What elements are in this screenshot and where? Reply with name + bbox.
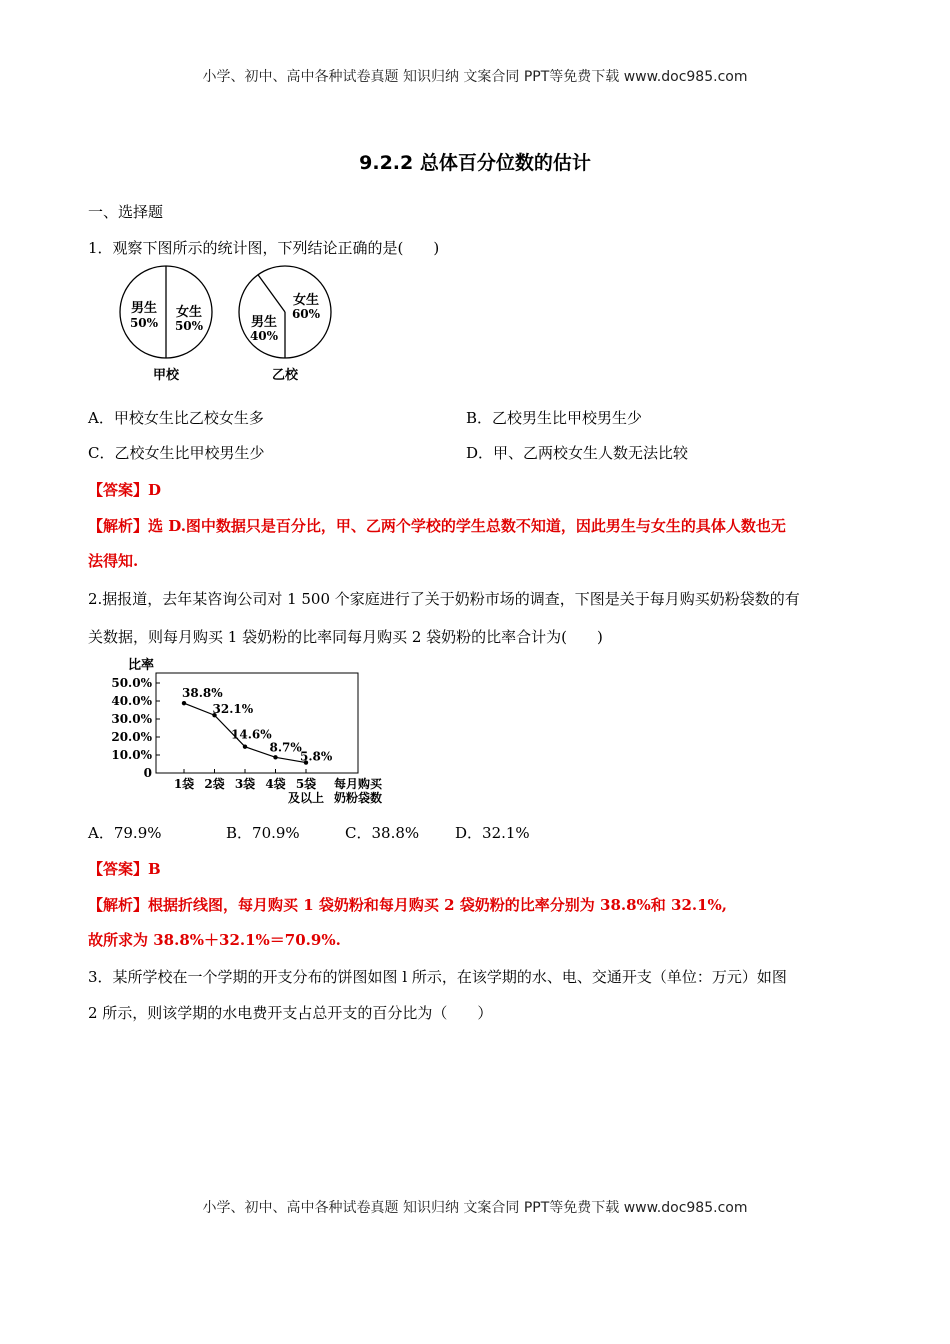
q1-answer-value: D bbox=[148, 481, 162, 499]
y-tick-label: 40.0% bbox=[111, 694, 152, 708]
pie-a-right-label: 女生 bbox=[175, 305, 203, 320]
q1-answer bbox=[88, 480, 161, 500]
q1-stem: 1．观察下图所示的统计图，下列结论正确的是( ) bbox=[88, 239, 440, 257]
data-label: 14.6% bbox=[231, 727, 272, 742]
x-tick-label: 2袋 bbox=[204, 777, 225, 791]
q2-option-b: B．70.9% bbox=[226, 824, 300, 842]
y-tick-label: 20.0% bbox=[111, 730, 152, 744]
section-heading: 一、选择题 bbox=[88, 203, 164, 221]
pie-b-left-pct: 40% bbox=[249, 329, 279, 343]
q1-analysis-line1 bbox=[88, 516, 786, 536]
x-tick-label-line2: 及以上 bbox=[287, 791, 325, 805]
q2-stem-line2: 关数据，则每月购买 1 袋奶粉的比率同每月购买 2 袋奶粉的比率合计为( ) bbox=[88, 628, 603, 646]
q2-analysis-line2: 故所求为 38.8%＋32.1%＝70.9%. bbox=[88, 931, 341, 949]
y-tick-label: 30.0% bbox=[111, 712, 152, 726]
q2-analysis-text1: 根据折线图，每月购买 1 袋奶粉和每月购买 2 袋奶粉的比率分别为 38.8%和 32.1%, bbox=[148, 896, 728, 914]
data-point bbox=[273, 755, 277, 759]
q1-analysis-tag: 【解析】 bbox=[88, 517, 149, 535]
pie-a-right-pct: 50% bbox=[174, 319, 204, 333]
x-tick-label: 4袋 bbox=[265, 777, 286, 791]
data-label: 5.8% bbox=[300, 749, 333, 764]
pie-b-caption: 乙校 bbox=[271, 368, 299, 383]
x-tick-label: 5袋 bbox=[295, 777, 317, 791]
page-title: 9.2.2 总体百分位数的估计 bbox=[359, 152, 591, 174]
q1-answer-tag: 【答案】 bbox=[88, 481, 149, 499]
q2-stem-line1: 2.据报道，去年某咨询公司对 1 500 个家庭进行了关于奶粉市场的调查，下图是关于每月购买奶粉袋数的有 bbox=[88, 590, 800, 608]
q1-pie-figure bbox=[110, 264, 350, 388]
chart-xlabel-line2: 奶粉袋数 bbox=[333, 791, 383, 805]
q2-line-chart bbox=[96, 655, 426, 810]
q3-stem-line2: 2 所示，则该学期的水电费开支占总开支的百分比为（ ） bbox=[88, 1004, 493, 1022]
chart-xlabel-line1: 每月购买 bbox=[333, 777, 383, 791]
pie-a-left-label: 男生 bbox=[130, 301, 158, 316]
q2-option-a: A．79.9% bbox=[88, 824, 162, 842]
pie-a-left-pct: 50% bbox=[129, 316, 159, 330]
data-label: 32.1% bbox=[212, 702, 254, 717]
q1-option-d: D．甲、乙两校女生人数无法比较 bbox=[466, 444, 689, 462]
pie-b-left-label: 男生 bbox=[250, 315, 278, 330]
q2-analysis-line1 bbox=[88, 895, 727, 915]
q2-option-c: C．38.8% bbox=[345, 824, 420, 842]
q2-answer-value: B bbox=[148, 860, 161, 878]
q1-option-a: A．甲校女生比乙校女生多 bbox=[88, 409, 264, 427]
q1-analysis-line2: 法得知. bbox=[88, 552, 139, 570]
y-tick-label: 10.0% bbox=[111, 748, 152, 762]
y-tick-label: 50.0% bbox=[111, 676, 152, 690]
data-point bbox=[243, 745, 247, 749]
q2-answer-tag: 【答案】 bbox=[88, 860, 149, 878]
pie-b-right-label: 女生 bbox=[292, 293, 320, 308]
chart-ylabel: 比率 bbox=[128, 658, 155, 673]
q1-option-b: B．乙校男生比甲校男生少 bbox=[466, 409, 643, 427]
q2-answer bbox=[88, 859, 161, 879]
pie-b-right-pct: 60% bbox=[291, 307, 321, 321]
q2-analysis-tag: 【解析】 bbox=[88, 896, 149, 914]
x-tick-label: 3袋 bbox=[234, 777, 256, 791]
pie-b-radius-split bbox=[258, 275, 285, 312]
x-tick-label: 1袋 bbox=[173, 777, 195, 791]
q1-analysis-text1: 选 D.图中数据只是百分比，甲、乙两个学校的学生总数不知道，因此男生与女生的具体人数也无 bbox=[148, 517, 786, 535]
data-label: 8.7% bbox=[269, 740, 302, 755]
q2-option-d: D．32.1% bbox=[455, 824, 530, 842]
data-point bbox=[182, 701, 186, 705]
pie-a-caption: 甲校 bbox=[152, 368, 180, 383]
q1-option-c: C．乙校女生比甲校男生少 bbox=[88, 444, 265, 462]
page-footer: 小学、初中、高中各种试卷真题 知识归纳 文案合同 PPT等免费下载 www.doc985.com bbox=[202, 1200, 748, 1216]
q3-stem-line1: 3．某所学校在一个学期的开支分布的饼图如图 l 所示，在该学期的水、电、交通开支（单位：万元）如图 bbox=[88, 968, 787, 986]
page-header: 小学、初中、高中各种试卷真题 知识归纳 文案合同 PPT等免费下载 www.doc985.com bbox=[202, 69, 748, 85]
y-tick-label: 0 bbox=[143, 766, 152, 780]
data-label: 38.8% bbox=[182, 686, 223, 701]
